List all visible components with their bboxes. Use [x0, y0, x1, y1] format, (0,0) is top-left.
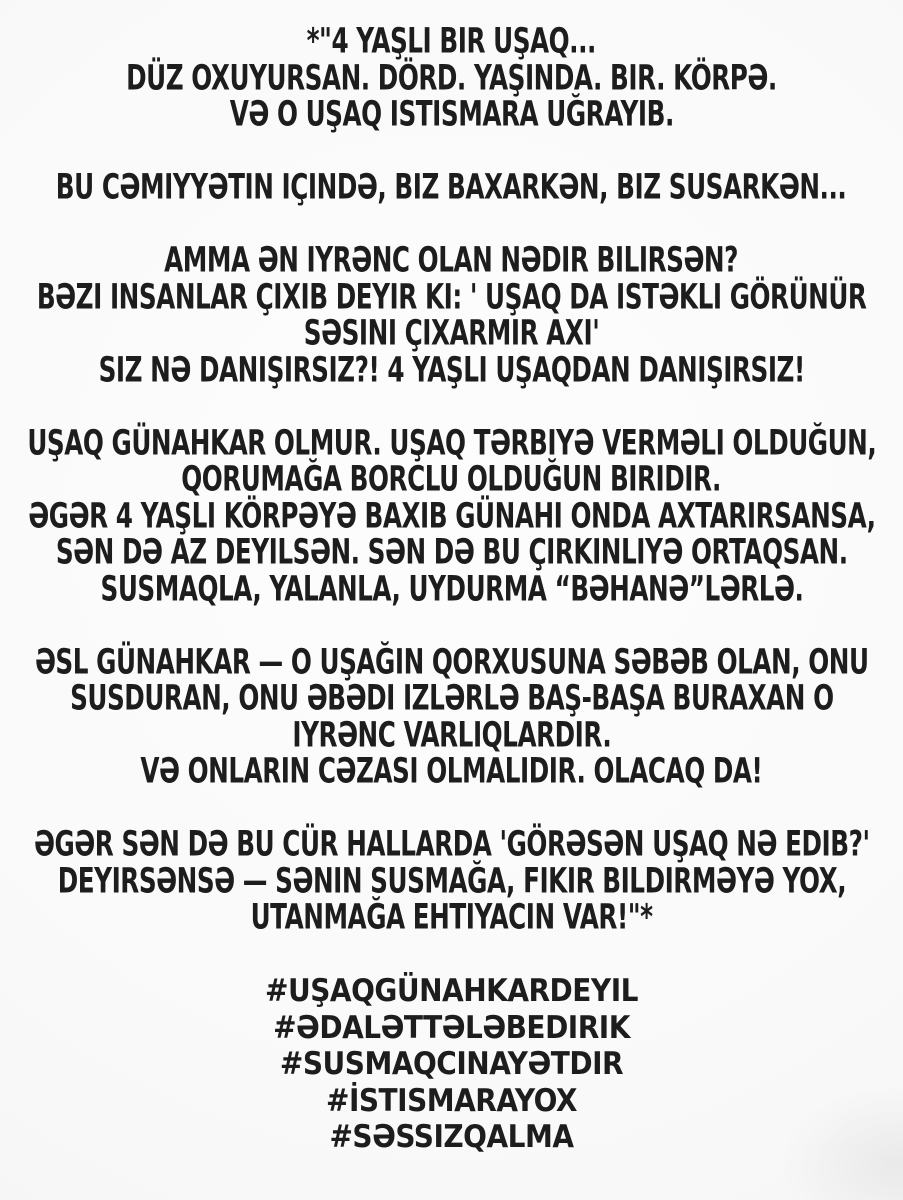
post-line: [0, 462, 903, 499]
hashtag: [0, 973, 903, 1010]
hashtag-text: #UŞAQGÜNAHKARDEYIL: [265, 972, 638, 1009]
post-line: [0, 754, 903, 791]
paragraph: [0, 170, 903, 207]
spacer: [0, 937, 903, 974]
post-line: [0, 715, 903, 756]
post-line-text: SUSDURAN, ONU ƏBƏDI IZLƏRLƏ BAŞ-BAŞA BURAXAN O: [69, 679, 834, 720]
paragraph: [0, 827, 903, 937]
post-line: [0, 170, 903, 207]
post-line-text: SƏN DƏ AZ DEYILSƏN. SƏN DƏ BU ÇIRKINLIYƏ ORTAQSAN.: [55, 533, 848, 574]
post-line: [0, 861, 903, 902]
post-line: [0, 423, 903, 464]
post-line: [0, 243, 903, 280]
post-line: [0, 681, 903, 718]
post-line-text: IYRƏNC VARLIQLARDIR.: [292, 715, 611, 756]
post-line: [0, 97, 903, 134]
spacer: [0, 389, 903, 426]
post-line-text: DEYIRSƏNSƏ — SƏNIN SUSMAĞA, FIKIR BILDIRMƏYƏ YOX,: [57, 861, 846, 902]
post-line: [0, 316, 903, 353]
spacer: [0, 207, 903, 244]
post-line: [0, 900, 903, 937]
post-line: [0, 642, 903, 683]
post-line: [0, 827, 903, 864]
hashtag: [0, 1046, 903, 1083]
post-line: [0, 535, 903, 572]
post-line: [0, 569, 903, 610]
hashtag-text: #SUSMAQCINAYƏTDIR: [279, 1045, 624, 1082]
post-line: [0, 24, 903, 61]
hashtag: [0, 1083, 903, 1120]
spacer: [0, 608, 903, 645]
paragraph: [0, 24, 903, 134]
hashtag-block: [0, 973, 903, 1156]
hashtag-text: #SƏSSIZQALMA: [329, 1118, 574, 1155]
post-line-text: UŞAQ GÜNAHKAR OLMUR. UŞAQ TƏRBIYƏ VERMƏLI OLDUĞUN,: [27, 423, 876, 464]
hashtag-text: #İSTISMARAYOX: [326, 1082, 577, 1119]
paragraph: [0, 423, 903, 610]
post-line-text: BU CƏMIYYƏTIN IÇINDƏ, BIZ BAXARKƏN, BIZ SUSARKƏN...: [56, 168, 847, 209]
post-line-text: ƏSL GÜNAHKAR — O UŞAĞIN QORXUSUNA SƏBƏB OLAN, ONU: [34, 642, 869, 683]
post-line: [0, 277, 903, 318]
post-line-text: ƏGƏR 4 YAŞLI KÖRPƏYƏ BAXIB GÜNAHI ONDA AXTARIRSANSA,: [27, 496, 876, 537]
post-line-text: BƏZI INSANLAR ÇIXIB DEYIR KI: ' UŞAQ DA ISTƏKLI GÖRÜNÜR: [36, 277, 867, 318]
post-line: [0, 350, 903, 391]
post-line-text: VƏ ONLARIN CƏZASI OLMALIDIR. OLACAQ DA!: [140, 752, 763, 793]
post-line-text: VƏ O UŞAQ ISTISMARA UĞRAYIB.: [229, 95, 674, 136]
hashtag-text: #ƏDALƏTTƏLƏBEDIRIK: [273, 1009, 630, 1046]
spacer: [0, 134, 903, 171]
paragraph: [0, 243, 903, 389]
post-line-text: QORUMAĞA BORCLU OLDUĞUN BIRIDIR.: [181, 460, 722, 501]
paragraph: [0, 642, 903, 793]
post-line-text: SUSMAQLA, YALANLA, UYDURMA “BƏHANƏ”LƏRLƏ.: [100, 569, 803, 610]
post-line-text: DÜZ OXUYURSAN. DÖRD. YAŞINDA. BIR. KÖRPƏ.: [126, 58, 777, 99]
post-line-text: AMMA ƏN IYRƏNC OLAN NƏDIR BILIRSƏN?: [164, 241, 739, 282]
post-line-text: UTANMAĞA EHTIYACIN VAR!"*: [250, 898, 653, 939]
post-line-text: *"4 YAŞLI BIR UŞAQ...: [306, 22, 597, 63]
post-line: [0, 496, 903, 537]
hashtag: [0, 1119, 903, 1156]
spacer: [0, 791, 903, 828]
post-line-text: SIZ NƏ DANIŞIRSIZ?! 4 YAŞLI UŞAQDAN DANIŞIRSIZ!: [98, 350, 805, 391]
post-line: [0, 58, 903, 99]
hashtag: [0, 1010, 903, 1047]
post-line-text: ƏGƏR SƏN DƏ BU CÜR HALLARDA 'GÖRƏSƏN UŞAQ NƏ EDIB?': [33, 825, 870, 866]
post-line-text: SƏSINI ÇIXARMIR AXI': [303, 314, 600, 355]
